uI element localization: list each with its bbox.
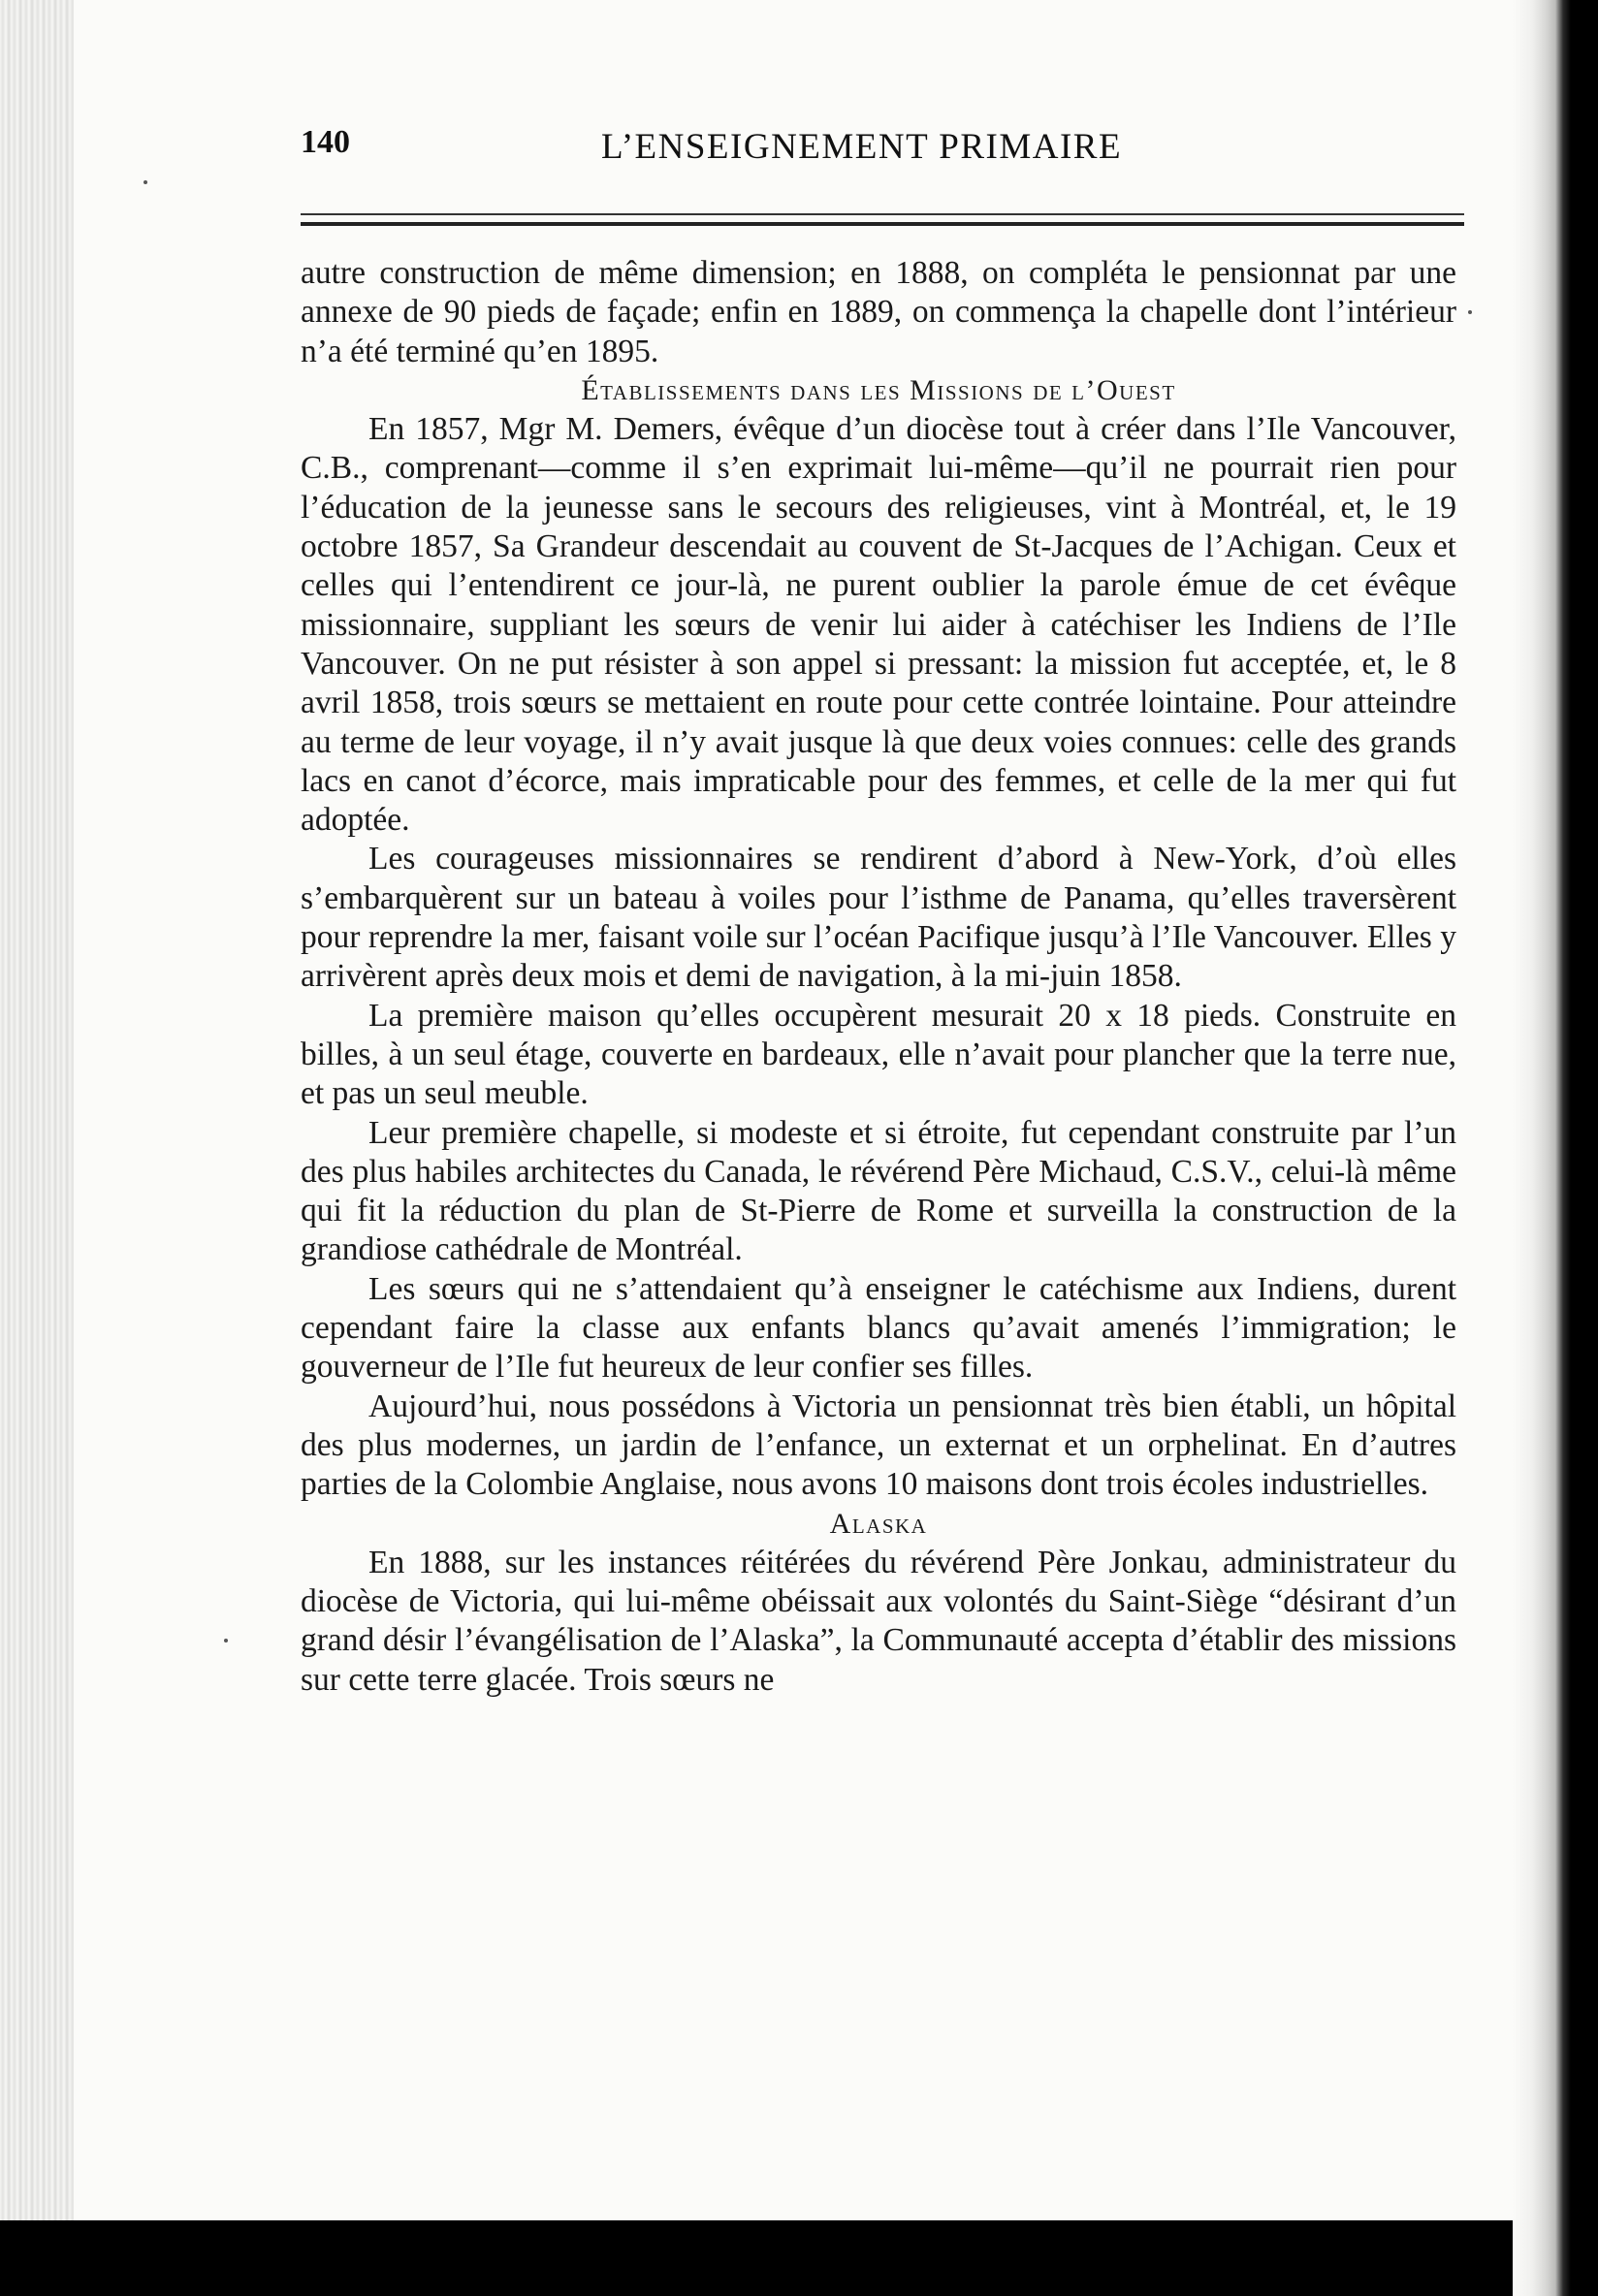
opening-paragraph: autre construction de même dimension; en 1888, on compléta le pensionnat par une annexe de 90 pieds de façade; enfin en 1889, on commença la chapelle dont l’intérieur n’a été terminé qu’en 1895. [301, 255, 1456, 369]
paragraph: Les sœurs qui ne s’attendaient qu’à enseigner le catéchisme aux Indiens, durent cependant faire la classe aux enfants blancs qu’avait amenés l’immigration; le gouverneur de l’Ile fut heureux de leur confier ses filles. [301, 1270, 1456, 1386]
paragraph: Leur première chapelle, si modeste et si étroite, fut cependant construite par l’un des plus habiles architectes du Canada, le révérend Père Michaud, C.S.V., celui-là même qui fit la réduction du plan de St-Pierre de Rome et surveilla la construction de la grandiose cathédrale de Montréal. [301, 1114, 1456, 1268]
section-heading-alaska: Alaska [829, 1507, 928, 1540]
page-number: 140 [301, 124, 350, 160]
paragraph: En 1888, sur les instances réitérées du révérend Père Jonkau, administrateur du diocèse de Victoria, qui lui-même obéissait aux volontés du Saint-Siège “désirant d’un grand désir l’évangélisation de l’Alaska”, la Communauté accepta d’établir des missions sur cette terre glacée. Trois sœurs ne [301, 1544, 1456, 1698]
book-spine-shadow [1513, 0, 1598, 2296]
speck [224, 1639, 228, 1642]
body-text [301, 254, 1456, 1700]
paragraph: Les courageuses missionnaires se rendirent d’abord à New-York, d’où elles s’embarquèrent sur un bateau à voiles pour l’isthme de Panama, qu’elles traversèrent pour reprendre la mer, faisant voile sur l’océan Pacifique jusqu’à l’Ile Vancouver. Elles y arrivèrent après deux mois et demi de navigation, à la mi-juin 1858. [301, 841, 1456, 995]
running-title: L’ENSEIGNEMENT PRIMAIRE [601, 127, 1123, 167]
page-header [301, 124, 1464, 182]
header-rule-thin [301, 213, 1464, 215]
speck [1468, 310, 1472, 314]
section-heading-missions: Établissements dans les Missions de l’Ouest [581, 373, 1176, 406]
speck [144, 180, 147, 184]
paragraph: Aujourd’hui, nous possédons à Victoria un pensionnat très bien établi, un hôpital des plus modernes, un jardin de l’enfance, un externat et un orphelinat. En d’autres parties de la Colombie Anglaise, nous avons 10 maisons dont trois écoles industrielles. [301, 1387, 1456, 1503]
page-gutter [0, 0, 74, 2220]
paragraph: La première maison qu’elles occupèrent mesurait 20 x 18 pieds. Construite en billes, à un seul étage, couverte en bardeaux, elle n’avait pour plancher que la terre nue, et pas un seul meuble. [301, 997, 1456, 1112]
header-rule-thick [301, 222, 1464, 226]
paragraph: En 1857, Mgr M. Demers, évêque d’un diocèse tout à créer dans l’Ile Vancouver, C.B., comprenant—comme il s’en exprimait lui-même—qu’il ne pourrait rien pour l’éducation de la jeunesse sans le secours des religieuses, vint à Montréal, et, le 19 octobre 1857, Sa Grandeur descendait au couvent de St-Jacques de l’Achigan. Ceux et celles qui l’entendirent ce jour-là, ne purent oublier la parole émue de cet évêque missionnaire, suppliant les sœurs de venir lui aider à catéchiser les Indiens de l’Ile Vancouver. On ne put résister à son appel si pressant: la mission fut acceptée, et, le 8 avril 1858, trois sœurs se mettaient en route pour cette contrée lointaine. Pour atteindre au terme de leur voyage, il n’y avait jusque là que deux voies connues: celle des grands lacs en canot d’écorce, mais impraticable pour des femmes, et celle de la mer qui fut adoptée. [301, 411, 1456, 839]
